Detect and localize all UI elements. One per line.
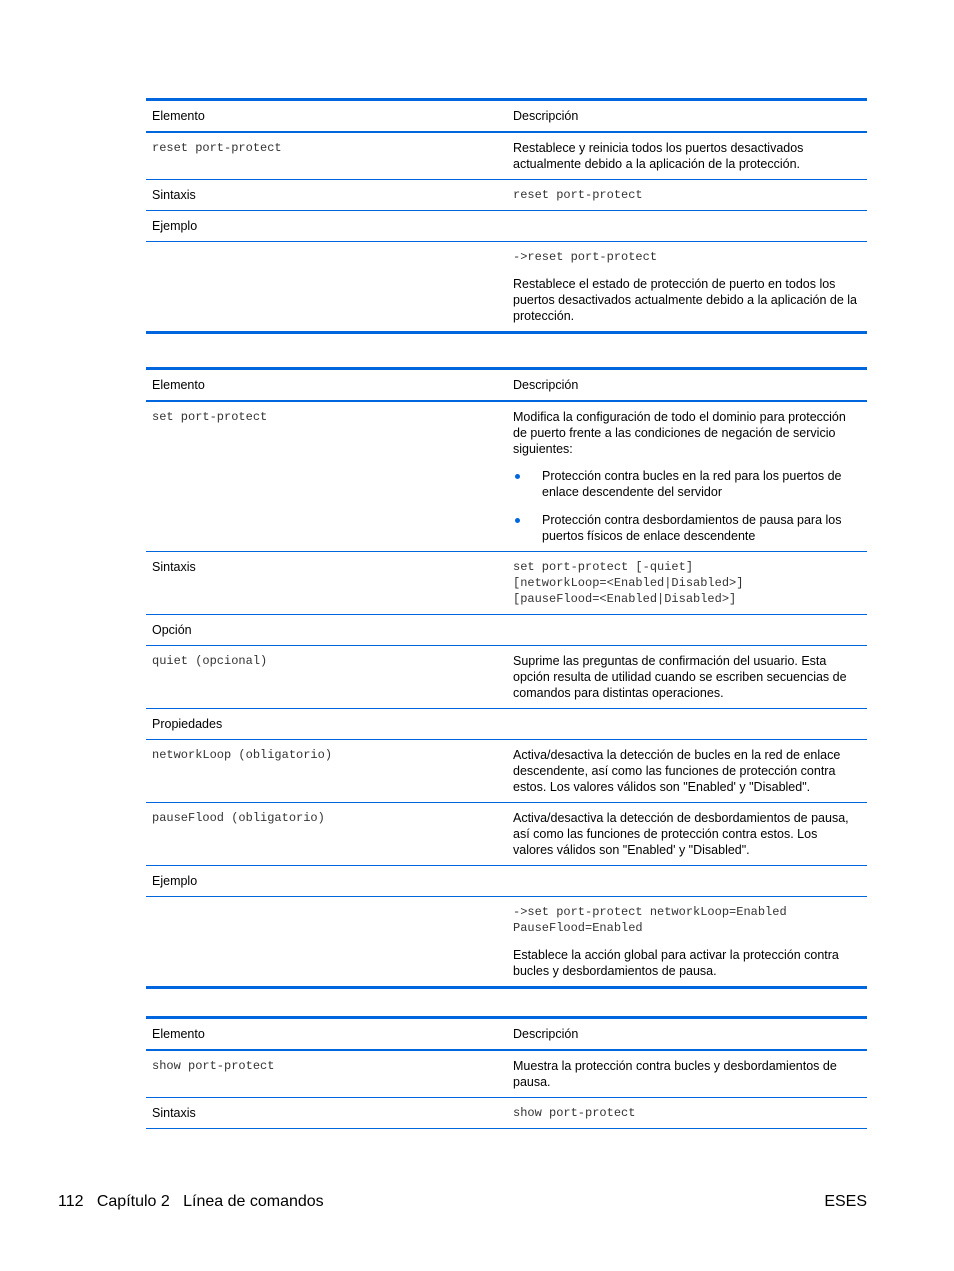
page-footer-locale: ESES	[824, 1193, 867, 1210]
pauseflood-description: Activa/desactiva la detección de desbordamientos de pausa, así como las funciones de protección contra estos. Los valores válidos son "Enabled' y "Disabled".	[513, 811, 849, 857]
table-row	[146, 133, 867, 180]
example-label: Ejemplo	[152, 219, 198, 233]
syntax-label: Sintaxis	[152, 1106, 196, 1120]
example-description: Establece la acción global para activar la protección contra bucles y desbordamientos de pausa.	[513, 948, 839, 978]
properties-label: Propiedades	[152, 717, 223, 731]
command-name: show port-protect	[152, 1059, 275, 1073]
table-row	[146, 211, 867, 242]
syntax-value: set port-protect [-quiet] [networkLoop=<Enabled|Disabled>] [pauseFlood=<Enabled|Disabled>]	[513, 560, 744, 606]
table-row	[146, 1051, 867, 1098]
table-row	[146, 180, 867, 211]
example-label: Ejemplo	[152, 874, 198, 888]
header-elemento: Elemento	[152, 378, 205, 392]
command-description: Muestra la protección contra bucles y desbordamientos de pausa.	[513, 1059, 837, 1089]
networkloop-description: Activa/desactiva la detección de bucles en la red de enlace descendente, así como las funciones de protección contra estos. Los valores válidos son "Enabled' y "Disabled".	[513, 748, 841, 794]
example-command: ->reset port-protect	[513, 250, 658, 264]
table-row	[146, 402, 867, 552]
bullet-icon	[515, 518, 520, 523]
command-name: set port-protect	[152, 410, 268, 424]
table-header-row	[146, 101, 867, 133]
table-header-row	[146, 1019, 867, 1051]
header-descripcion: Descripción	[513, 378, 579, 392]
table-row	[146, 740, 867, 803]
option-label: Opción	[152, 623, 192, 637]
table-row	[146, 866, 867, 897]
quiet-description: Suprime las preguntas de confirmación del usuario. Esta opción resulta de utilidad cuando se escriben secuencias de comandos para distintas operaciones.	[513, 654, 847, 700]
table-row	[146, 1098, 867, 1129]
header-elemento: Elemento	[152, 1027, 205, 1041]
list-item: Protección contra desbordamientos de pausa para los puertos físicos de enlace descendente	[513, 512, 859, 544]
syntax-value: reset port-protect	[513, 188, 643, 202]
condition-list	[513, 468, 859, 544]
table-header-row	[146, 370, 867, 402]
pauseflood-property: pauseFlood (obligatorio)	[152, 811, 325, 825]
quiet-option: quiet (opcional)	[152, 654, 268, 668]
table-row	[146, 897, 867, 986]
reset-port-protect-table	[146, 98, 867, 334]
syntax-label: Sintaxis	[152, 188, 196, 202]
table-row	[146, 552, 867, 615]
syntax-value: show port-protect	[513, 1106, 636, 1120]
command-description: Restablece y reinicia todos los puertos desactivados actualmente debido a la aplicación de la protección.	[513, 141, 804, 171]
list-item: Protección contra bucles en la red para los puertos de enlace descendente del servidor	[513, 468, 859, 500]
syntax-label: Sintaxis	[152, 560, 196, 574]
header-elemento: Elemento	[152, 109, 205, 123]
show-port-protect-table	[146, 1016, 867, 1129]
table-row	[146, 709, 867, 740]
example-command: ->set port-protect networkLoop=Enabled PauseFlood=Enabled	[513, 905, 787, 935]
set-port-protect-table	[146, 367, 867, 989]
example-description: Restablece el estado de protección de puerto en todos los puertos desactivados actualmente debido a la aplicación de la protección.	[513, 277, 857, 323]
header-descripcion: Descripción	[513, 1027, 579, 1041]
table-row	[146, 803, 867, 866]
header-descripcion: Descripción	[513, 109, 579, 123]
command-name: reset port-protect	[152, 141, 282, 155]
table-row	[146, 242, 867, 331]
table-row	[146, 646, 867, 709]
command-description: Modifica la configuración de todo el dominio para protección de puerto frente a las condiciones de negación de servicio siguientes:	[513, 410, 846, 456]
table-row	[146, 615, 867, 646]
bullet-icon	[515, 474, 520, 479]
page-footer-chapter: 112 Capítulo 2 Línea de comandos	[58, 1193, 324, 1210]
networkloop-property: networkLoop (obligatorio)	[152, 748, 333, 762]
